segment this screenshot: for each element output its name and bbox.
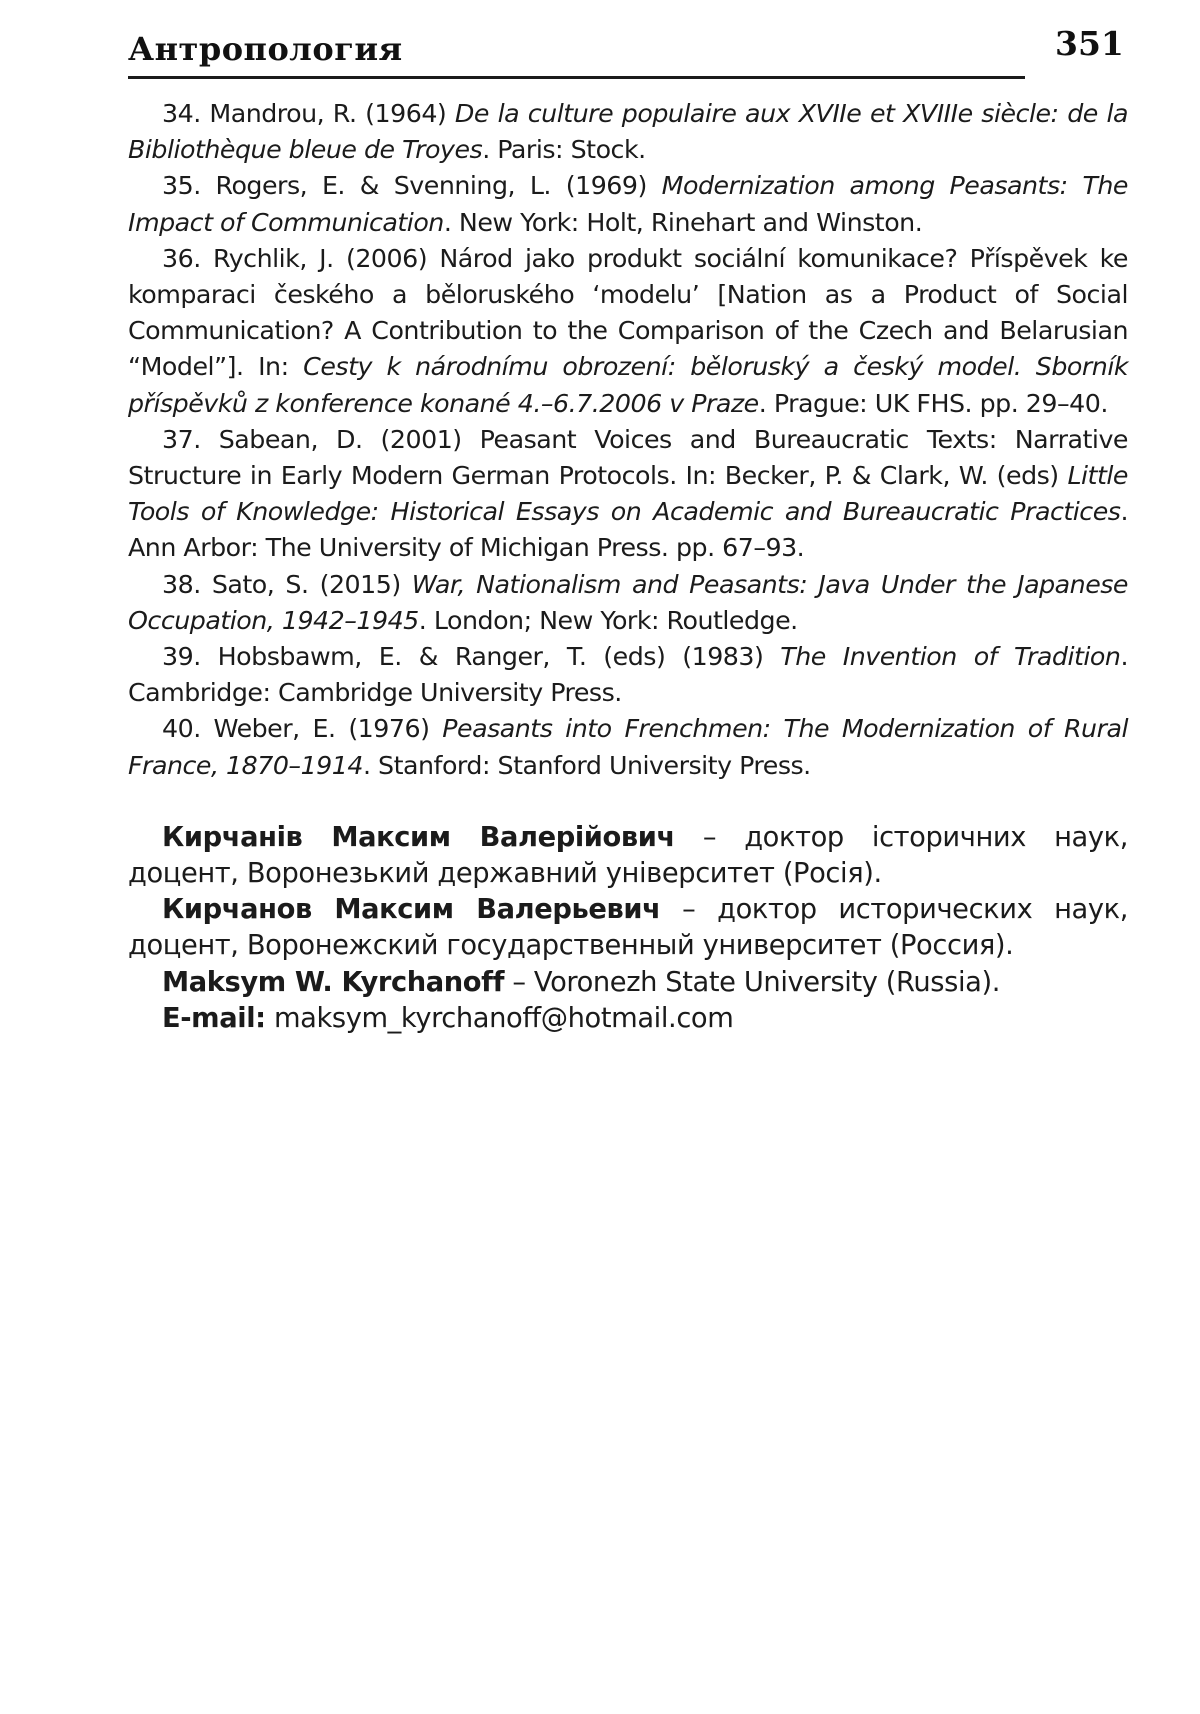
reference-title: The Invention of Tradition: [780, 642, 1121, 672]
author-line-english: [128, 965, 1128, 1001]
reference-text: . Stanford: Stanford University Press.: [362, 750, 811, 780]
reference-item: [128, 639, 1128, 711]
page-content: [128, 96, 1128, 1037]
reference-title: Peasants into Frenchmen: The Modernization of Rural France, 1870–1914: [128, 714, 1128, 780]
reference-text: . New York: Holt, Rinehart and Winston.: [443, 207, 923, 237]
reference-item: [128, 241, 1128, 422]
reference-text: . Paris: Stock.: [482, 135, 646, 165]
email-label: E-mail:: [162, 1002, 266, 1034]
author-name: Кирчанів Максим Валерійович: [162, 821, 675, 853]
reference-text: . Prague: UK FHS. pp. 29–40.: [758, 388, 1108, 418]
reference-text: 37. Sabean, D. (2001) Peasant Voices and Bureaucratic Texts: Narrative Structure in Early Modern German Protocols. In: Becker, P. & Clark, W. (eds): [128, 424, 1128, 491]
author-info: [128, 820, 1128, 1037]
author-affiliation: – Voronezh State University (Russia).: [504, 966, 1000, 998]
author-email-line: [128, 1001, 1128, 1037]
page-number: 351: [1055, 24, 1124, 63]
header-rule: [128, 76, 1025, 79]
reference-text: 38. Sato, S. (2015): [162, 569, 412, 599]
reference-text: 35. Rogers, E. & Svenning, L. (1969): [162, 171, 662, 201]
reference-item: [128, 711, 1128, 783]
reference-text: 36. Rychlik, J. (2006) Národ jako produkt sociální komunikace? Příspěvek ke komparaci českého a běloruského ‘modelu’ [Nation as a Product of Social Communication? A Contribution to the Comparison of the Czech and Belarusian “Model”]. In:: [128, 243, 1128, 382]
reference-title: War, Nationalism and Peasants: Java Under the Japanese Occupation, 1942–1945: [128, 569, 1128, 635]
author-line-ukrainian: [128, 820, 1128, 892]
author-affiliation: – доктор історичних наук, доцент, Воронезький державний університет (Росія).: [128, 821, 1128, 890]
email-address[interactable]: maksym_kyrchanoff@hotmail.com: [265, 1002, 734, 1034]
reference-text: 39. Hobsbawm, E. & Ranger, T. (eds) (1983): [162, 642, 781, 672]
reference-list: [128, 96, 1128, 784]
reference-item: [128, 96, 1128, 168]
reference-title: Cesty k národnímu obrození: běloruský a český model. Sborník příspěvků z konference konané 4.–6.7.2006 v Praze: [128, 352, 1128, 418]
author-line-russian: [128, 892, 1128, 964]
reference-text: . Cambridge: Cambridge University Press.: [128, 642, 1128, 708]
reference-title: De la culture populaire aux XVIIe et XVIIIe siècle: de la Bibliothèque bleue de Troyes: [128, 99, 1128, 165]
author-name: Maksym W. Kyrchanoff: [162, 966, 505, 998]
author-name: Кирчанов Максим Валерьевич: [162, 894, 661, 926]
reference-item: [128, 168, 1128, 240]
reference-item: [128, 422, 1128, 567]
reference-text: 40. Weber, E. (1976): [162, 714, 443, 744]
reference-item: [128, 567, 1128, 639]
reference-text: . Ann Arbor: The University of Michigan Press. pp. 67–93.: [128, 497, 1128, 563]
reference-title: Little Tools of Knowledge: Historical Essays on Academic and Bureaucratic Practices: [128, 461, 1128, 527]
author-affiliation: – доктор исторических наук, доцент, Воронежский государственный университет (Россия).: [128, 894, 1128, 962]
running-header-title: Антропология: [128, 30, 403, 68]
reference-text: . London; New York: Routledge.: [418, 605, 798, 635]
reference-text: 34. Mandrou, R. (1964): [162, 99, 455, 128]
reference-title: Modernization among Peasants: The Impact of Communication: [128, 171, 1129, 237]
